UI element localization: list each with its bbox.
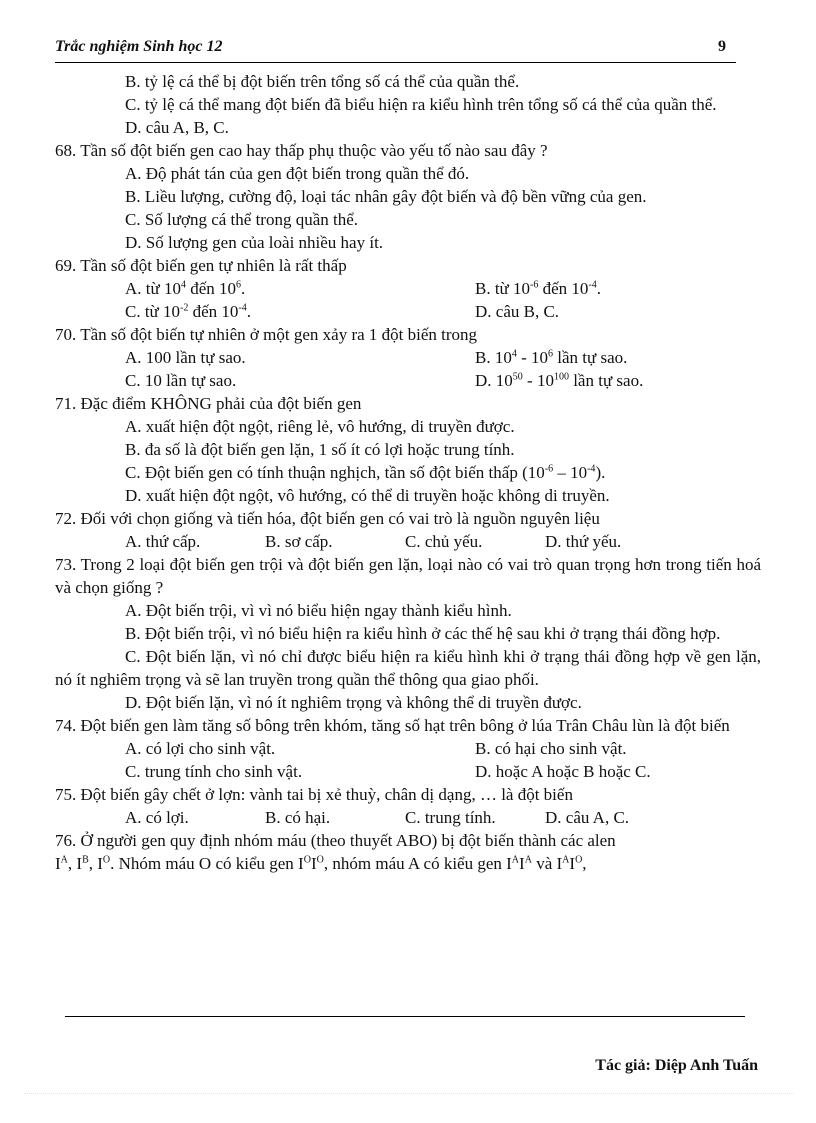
option-d: D. thứ yếu.	[545, 532, 622, 551]
page-header	[55, 36, 736, 63]
option-line: C. Đột biến gen có tính thuận nghịch, tần số đột biến thấp $(10^{-6} - 10^{-4})$.	[125, 463, 606, 482]
question-76-cont: $I^A$, $I^B$, $I^O$. Nhóm máu O có kiểu gen $I^OI^O$, nhóm máu A có kiểu gen $I^AI^A$ và $I^AI^O$,	[55, 854, 587, 873]
option-line: B. đa số là đột biến gen lặn, 1 số ít có lợi hoặc trung tính.	[125, 440, 515, 459]
option-line: C. Đột biến lặn, vì nó chỉ được biểu hiện ra kiểu hình khi ở trạng thái đồng hợp về gen lặn, nó ít nghiêm trọng và sẽ lan truyền trong quần thể thông qua giao phối.	[55, 647, 761, 689]
option-a: A. có lợi.	[125, 808, 189, 827]
question-69: 69. Tần số đột biến gen tự nhiên là rất thấp	[55, 256, 347, 275]
question-70: 70. Tần số đột biến tự nhiên ở một gen xảy ra 1 đột biến trong	[55, 325, 478, 344]
option-row	[55, 346, 761, 369]
option-row	[55, 760, 761, 783]
option-line: D. Số lượng gen của loài nhiều hay ít.	[125, 233, 384, 252]
option-d: D. hoặc A hoặc B hoặc C.	[475, 762, 651, 781]
document-title: Trắc nghiệm Sinh học 12	[55, 38, 223, 55]
question-74: 74. Đột biến gen làm tăng số bông trên khóm, tăng số hạt trên bông ở lúa Trân Châu lùn là đột biến	[55, 716, 730, 735]
option-line: C. Số lượng cá thể trong quần thể.	[125, 210, 359, 229]
question-73: 73. Trong 2 loại đột biến gen trội và đột biến gen lặn, loại nào có vai trò quan trọng hơn trong tiến hoá và chọn giống ?	[55, 555, 761, 597]
document-body	[55, 70, 761, 875]
option-line: B. Liều lượng, cường độ, loại tác nhân gây đột biến và độ bền vững của gen.	[125, 187, 647, 206]
option-b: B. $10^4 - 10^6$ lần tự sao.	[475, 348, 628, 367]
footer-divider	[65, 1016, 745, 1017]
option-line: C. tỷ lệ cá thể mang đột biến đã biểu hiện ra kiểu hình trên tổng số cá thể của quần thể.	[125, 95, 717, 114]
option-d: D. câu B, C.	[475, 302, 560, 321]
author-credit: Tác giả: Diệp Anh Tuấn	[595, 1057, 758, 1074]
option-b: B. có hại cho sinh vật.	[475, 739, 627, 758]
option-c: C. trung tính.	[405, 808, 496, 827]
option-line: A. Độ phát tán của gen đột biến trong quần thể đó.	[125, 164, 470, 183]
question-68: 68. Tần số đột biến gen cao hay thấp phụ thuộc vào yếu tố nào sau đây ?	[55, 141, 548, 160]
option-line: D. câu A, B, C.	[125, 118, 229, 137]
option-a: A. có lợi cho sinh vật.	[125, 739, 276, 758]
option-row	[55, 300, 761, 323]
option-c: C. 10 lần tự sao.	[125, 371, 237, 390]
option-row	[55, 737, 761, 760]
option-line: A. xuất hiện đột ngột, riêng lẻ, vô hướng, di truyền được.	[125, 417, 515, 436]
option-b: B. có hại.	[265, 808, 331, 827]
question-71: 71. Đặc điểm KHÔNG phải của đột biến gen	[55, 394, 362, 413]
option-b: B. sơ cấp.	[265, 532, 333, 551]
option-line: D. xuất hiện đột ngột, vô hướng, có thể di truyền hoặc không di truyền.	[125, 486, 610, 505]
option-a: A. thứ cấp.	[125, 532, 201, 551]
option-c: C. trung tính cho sinh vật.	[125, 762, 303, 781]
option-row	[55, 530, 761, 553]
option-line: A. Đột biến trội, vì vì nó biểu hiện ngay thành kiểu hình.	[125, 601, 512, 620]
option-row	[55, 277, 761, 300]
question-76: 76. Ở người gen quy định nhóm máu (theo thuyết ABO) bị đột biến thành các alen	[55, 831, 616, 850]
option-c: C. từ $10^{-2}$ đến $10^{-4}$.	[125, 302, 252, 321]
question-72: 72. Đối với chọn giống và tiến hóa, đột biến gen có vai trò là nguồn nguyên liệu	[55, 509, 600, 528]
option-line: D. Đột biến lặn, vì nó ít nghiêm trọng và không thể di truyền được.	[125, 693, 582, 712]
option-c: C. chủ yếu.	[405, 532, 483, 551]
option-line: B. Đột biến trội, vì nó biểu hiện ra kiểu hình ở các thế hệ sau khi ở trạng thái đồng hợp.	[125, 624, 721, 643]
option-row	[55, 369, 761, 392]
question-75: 75. Đột biến gây chết ở lợn: vành tai bị xẻ thuỳ, chân dị dạng, … là đột biến	[55, 785, 573, 804]
option-line: B. tỷ lệ cá thể bị đột biến trên tổng số cá thể của quần thể.	[125, 72, 520, 91]
option-row	[55, 806, 761, 829]
option-d: D. câu A, C.	[545, 808, 630, 827]
option-d: D. $10^{50} - 10^{100}$ lần tự sao.	[475, 371, 644, 390]
option-b: B. từ $10^{-6}$ đến $10^{-4}$.	[475, 279, 602, 298]
page-number: 9	[718, 38, 726, 55]
option-a: A. từ $10^4$ đến $10^6$.	[125, 279, 246, 298]
page-edge	[24, 1093, 794, 1094]
option-a: A. 100 lần tự sao.	[125, 348, 246, 367]
